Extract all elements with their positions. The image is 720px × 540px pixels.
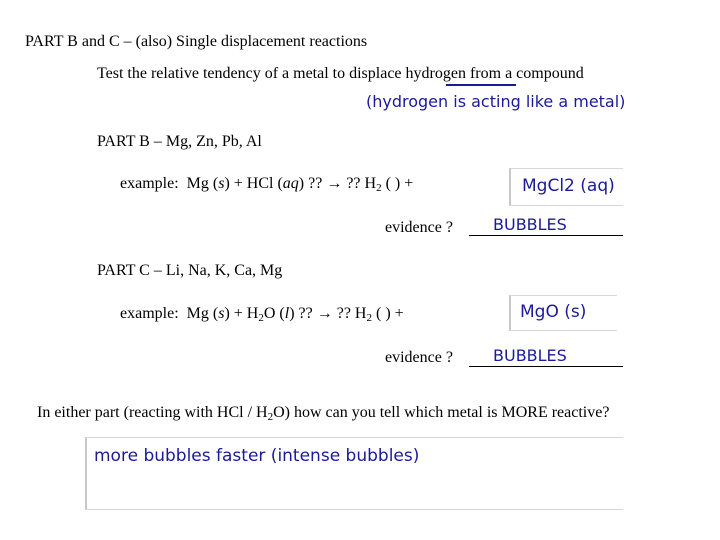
part-b-reactant1-state: s xyxy=(218,175,225,192)
part-b-answer-box[interactable] xyxy=(509,168,623,206)
part-c-water-o: O ( xyxy=(263,305,285,322)
part-c-evidence-answer: BUBBLES xyxy=(493,346,567,365)
part-b-equation xyxy=(120,176,413,192)
part-b-evidence-line xyxy=(469,235,623,236)
part-c-reactant1: Mg ( xyxy=(186,305,219,322)
part-c-heading: PART C – Li, Na, K, Ca, Mg xyxy=(97,262,283,279)
intro-before: Test the relative tendency of a metal to displace xyxy=(97,65,406,82)
question-before: In either part (reacting with HCl / H xyxy=(37,404,268,421)
question-answer-box[interactable] xyxy=(85,437,623,510)
page-title: PART B and C – (also) Single displacement reactions xyxy=(25,33,368,50)
part-c-answer-box[interactable] xyxy=(509,295,617,331)
part-b-h-sub: 2 xyxy=(376,182,382,194)
part-b-evidence-label: evidence ? xyxy=(385,219,453,236)
part-b-heading: PART B – Mg, Zn, Pb, Al xyxy=(97,133,262,150)
keyword-underline xyxy=(446,84,516,86)
intro-line xyxy=(97,66,584,82)
part-c-reactant1-state: s xyxy=(218,305,225,322)
part-c-evidence-label: evidence ? xyxy=(385,349,453,366)
part-b-reactant1: Mg ( xyxy=(186,175,219,192)
part-b-example-label: example: xyxy=(120,175,179,192)
question-answer: more bubbles faster (intense bubbles) xyxy=(94,446,420,466)
part-c-h-sub: 2 xyxy=(366,312,372,324)
intro-note: (hydrogen is acting like a metal) xyxy=(366,92,626,111)
intro-keyword: hydrogen xyxy=(405,65,466,82)
part-c-equation xyxy=(120,306,404,322)
part-b-product-tail: ( ) + xyxy=(381,175,414,192)
part-b-reactant2-state: aq xyxy=(282,175,299,192)
intro-after: from a compound xyxy=(465,65,584,82)
question xyxy=(37,405,609,421)
part-c-example-label: example: xyxy=(120,305,179,322)
part-c-arrow: ) ?? → ?? H xyxy=(289,305,367,322)
part-c-reactant2-state: l xyxy=(284,305,290,322)
part-c-plus1: ) + H xyxy=(224,305,259,322)
part-b-answer: MgCl2 (aq) xyxy=(522,176,615,196)
part-b-arrow: ) ?? → ?? H xyxy=(298,175,377,192)
part-c-water-sub: 2 xyxy=(258,312,264,324)
part-c-answer: MgO (s) xyxy=(520,302,587,322)
question-after: O) how can you tell which metal is MORE reactive? xyxy=(273,404,610,421)
question-sub: 2 xyxy=(267,411,274,423)
part-c-product-tail: ( ) + xyxy=(371,305,404,322)
part-b-evidence-answer: BUBBLES xyxy=(493,215,567,234)
part-c-evidence-line xyxy=(469,366,623,367)
part-b-plus1: ) + HCl ( xyxy=(224,175,283,192)
